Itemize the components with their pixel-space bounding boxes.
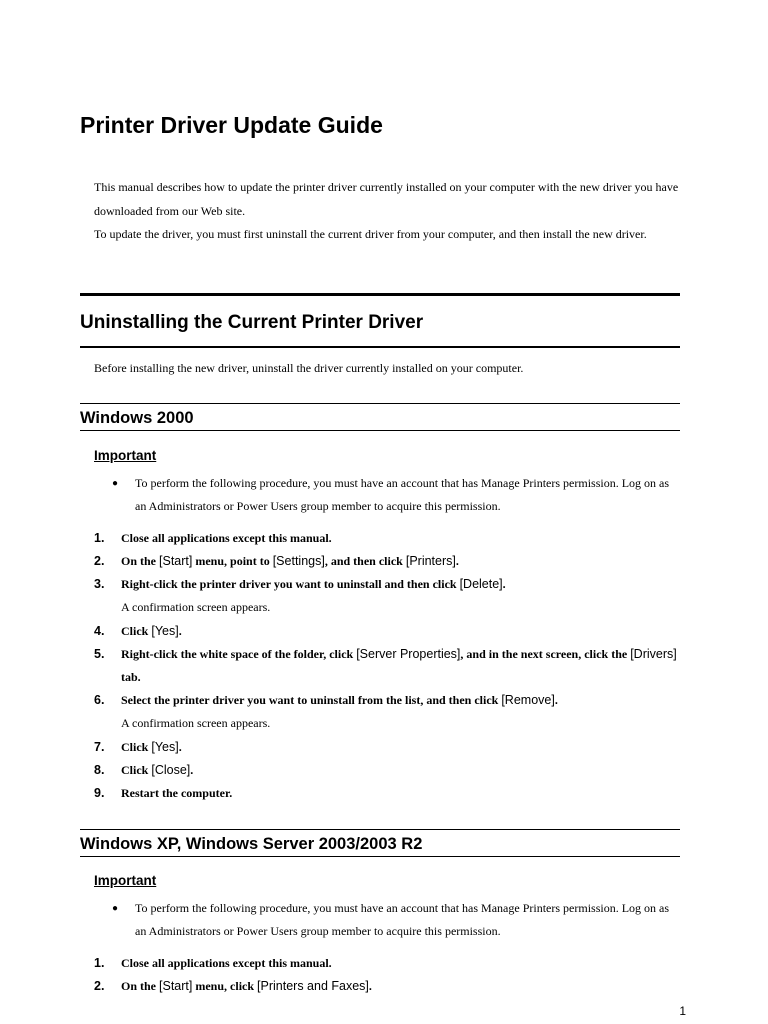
ui-term: [Printers and Faxes] — [257, 979, 369, 993]
section-heading-uninstalling: Uninstalling the Current Printer Driver — [80, 312, 424, 333]
ui-term: [Start] — [159, 979, 193, 993]
step-number: 1. — [94, 531, 105, 545]
intro-line-1: This manual describes how to update the printer driver currently installed on your computer with the new driver you have downloaded from our Web site. — [94, 180, 679, 218]
step-result: A confirmation screen appears. — [121, 600, 271, 615]
subsection-rule-top — [80, 403, 680, 404]
section-rule-top — [80, 293, 680, 296]
bullet-icon: ● — [112, 903, 119, 914]
step-number: 3. — [94, 577, 105, 591]
important-label: Important — [94, 873, 157, 888]
subsection-heading-winxp: Windows XP, Windows Server 2003/2003 R2 — [80, 835, 423, 853]
step-item — [94, 643, 684, 690]
step-text: Right-click the printer driver you want to uninstall and then click [Delete]. A confirmation screen appears. — [94, 573, 684, 620]
step-text: Close all applications except this manual. — [121, 956, 332, 970]
step-number: 5. — [94, 647, 105, 661]
step-text: Click [Yes]. — [121, 740, 182, 754]
step-number: 6. — [94, 693, 105, 707]
step-item — [94, 759, 684, 782]
step-number: 4. — [94, 624, 105, 638]
ui-term: [Yes] — [151, 740, 179, 754]
step-text: Right-click the white space of the folder, click [Server Properties], and in the next screen, click the [Drivers] tab. — [121, 647, 677, 685]
step-text: Select the printer driver you want to uninstall from the list, and then click [Remove]. A confirmation screen appears. — [94, 689, 684, 736]
subsection-heading-win2000: Windows 2000 — [80, 409, 194, 427]
subsection-rule-top — [80, 829, 680, 830]
step-item — [94, 620, 684, 643]
step-number: 2. — [94, 979, 105, 993]
important-note-text: To perform the following procedure, you must have an account that has Manage Printers permission. Log on as an Administrators or Power Users group member to acquire this permission. — [135, 901, 670, 938]
ui-term: [Printers] — [405, 554, 456, 568]
important-label: Important — [94, 448, 157, 463]
ui-term: [Settings] — [272, 554, 325, 568]
step-result: A confirmation screen appears. — [121, 716, 271, 731]
step-text: On the [Start] menu, click [Printers and Faxes]. — [121, 979, 372, 993]
important-note-text: To perform the following procedure, you must have an account that has Manage Printers permission. Log on as an Administrators or Power Users group member to acquire this permission. — [135, 476, 670, 513]
ui-term: [Close] — [151, 763, 191, 777]
step-item — [94, 736, 684, 759]
intro-line-2: To update the driver, you must first uninstall the current driver from your computer, and then install the new driver. — [94, 227, 647, 241]
step-text: On the [Start] menu, point to [Settings], and then click [Printers]. — [121, 554, 459, 568]
ui-term: [Remove] — [501, 693, 555, 707]
step-number: 7. — [94, 740, 105, 754]
ui-term: [Delete] — [459, 577, 503, 591]
step-item — [94, 573, 684, 620]
step-number: 1. — [94, 956, 105, 970]
intro-paragraph — [94, 176, 684, 247]
step-item — [94, 975, 684, 998]
page-number: 1 — [679, 1004, 686, 1018]
ui-term: [Start] — [159, 554, 193, 568]
step-text: Restart the computer. — [121, 786, 233, 800]
important-note — [112, 897, 682, 943]
step-item — [94, 689, 684, 736]
step-text: Click [Close]. — [121, 763, 194, 777]
step-number: 8. — [94, 763, 105, 777]
step-number: 2. — [94, 554, 105, 568]
section-rule-bottom — [80, 346, 680, 348]
important-note — [112, 472, 682, 518]
subsection-rule-bottom — [80, 430, 680, 431]
document-title: Printer Driver Update Guide — [80, 112, 383, 138]
step-item — [94, 527, 684, 550]
ui-term: [Drivers] — [630, 647, 677, 661]
step-item — [94, 550, 684, 573]
subsection-rule-bottom — [80, 856, 680, 857]
step-item — [94, 952, 684, 975]
step-item — [94, 782, 684, 805]
step-text: Click [Yes]. — [121, 624, 182, 638]
section-intro-text: Before installing the new driver, uninstall the driver currently installed on your computer. — [94, 361, 524, 375]
ui-term: [Yes] — [151, 624, 179, 638]
bullet-icon: ● — [112, 478, 119, 489]
step-number: 9. — [94, 786, 105, 800]
step-text: Close all applications except this manual. — [121, 531, 332, 545]
ui-term: [Server Properties] — [356, 647, 461, 661]
